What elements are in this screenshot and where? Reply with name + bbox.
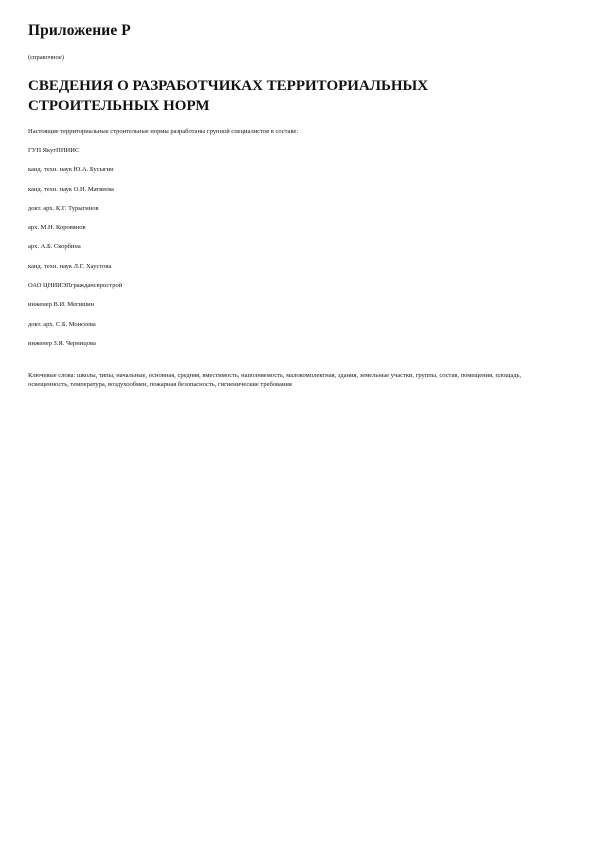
developer-item: докт. арх. К.Г. Турыгинов — [28, 204, 99, 212]
developers-list — [28, 147, 122, 359]
developer-item: докт. арх. С.Б. Моисеева — [28, 320, 96, 328]
developer-item: инженер В.И. Мегишин — [28, 301, 95, 309]
developer-item: ОАО ЦНИИЭПграждансврострой — [28, 282, 123, 290]
developer-item: канд. техн. наук О.Н. Матвеева — [28, 185, 114, 193]
developer-item: канд. техн. наук Л.Г. Хаустова — [28, 262, 112, 270]
intro-paragraph: Настоящие территориальные строительные нормы разработаны группой специалистов в составе: — [28, 128, 299, 135]
developer-item: инженер З.Я. Черницова — [28, 339, 96, 347]
developer-item: ГУП ЯкутПНИИС — [28, 147, 80, 154]
developer-item: арх. М.Н. Коровянов — [28, 224, 86, 232]
developer-item: арх. А.Б. Скорбина — [28, 243, 81, 251]
developer-item: канд. техн. наук Ю.А. Бусыгин — [28, 166, 114, 174]
keywords-paragraph: Ключевые слова: школы, типы, начальные, основная, средняя, вместимость, наполняемость, малокомплектная, здания, земельные участки, группы, состав, помещения, площадь, освещенность, температура, воздухообмен, пожарная безопасность, гигиенические требования — [28, 372, 522, 388]
section-title: СВЕДЕНИЯ О РАЗРАБОТЧИКАХ ТЕРРИТОРИАЛЬНЫХ СТРОИТЕЛЬНЫХ НОРМ — [28, 78, 429, 114]
appendix-title: Приложение Р — [28, 22, 131, 39]
appendix-note: (справочное) — [28, 54, 64, 61]
